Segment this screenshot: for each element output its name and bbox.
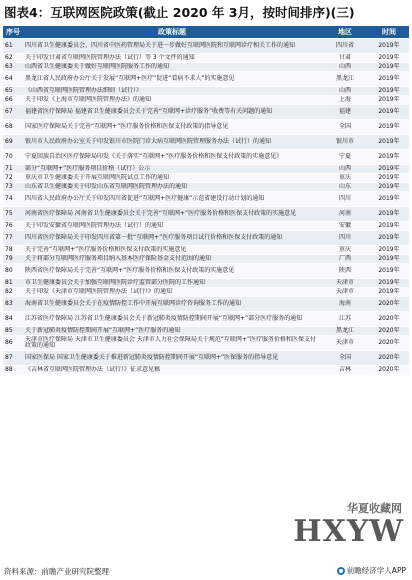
- row-title: 重庆市卫生健康委关于开展互联网医院试点工作的通知: [23, 174, 321, 183]
- row-title: 银川市人民政府办公室关于印发银川市医院门诊大病互联网医院管理服务办法（试行）的通知: [23, 135, 321, 150]
- table-body: [3, 39, 409, 375]
- table-row: [3, 255, 409, 264]
- row-num: 62: [3, 54, 23, 63]
- row-num: 69: [3, 135, 23, 150]
- row-num: 88: [3, 366, 23, 375]
- row-region: 上海: [321, 96, 369, 105]
- row-region: 海南: [321, 297, 369, 312]
- header-title: 政策标题: [23, 26, 321, 39]
- table-row: [3, 336, 409, 351]
- row-time: 2019年: [369, 165, 409, 174]
- row-title: 江苏省医疗保障局 江苏省卫生健康委员会关于新冠肺炎疫情防控期间开展“互联网+”部分医疗服务的通知: [23, 312, 321, 327]
- row-region: 福建: [321, 105, 369, 120]
- row-time: 2019年: [369, 222, 409, 231]
- row-title: 部分“互联网+”医疗服务项目价格（试行）公示: [23, 165, 321, 174]
- row-time: 2019年: [369, 183, 409, 192]
- row-num: 67: [3, 105, 23, 120]
- row-time: 2019年: [369, 207, 409, 222]
- row-region: 吉林: [321, 366, 369, 375]
- row-region: 河南: [321, 207, 369, 222]
- table-row: [3, 165, 409, 174]
- row-title: 市卫生健康委员会关于加强互联网医院诊疗监管部分医院的工作通知: [23, 279, 321, 288]
- row-time: 2019年: [369, 264, 409, 279]
- table-row: [3, 39, 409, 54]
- row-region: 黑龙江: [321, 327, 369, 336]
- row-time: 2019年: [369, 192, 409, 207]
- row-title: 山西省卫生健康委关于做好互联网医院服务工作的通知: [23, 63, 321, 72]
- row-num: 73: [3, 183, 23, 192]
- row-time: 2020年: [369, 366, 409, 375]
- row-num: 72: [3, 174, 23, 183]
- row-region: 山西: [321, 165, 369, 174]
- row-title: 四川省人民政府办公厅关于印发四川省促进“互联网+医疗健康”示范省建设行动计划的通知: [23, 192, 321, 207]
- row-num: 81: [3, 279, 23, 288]
- row-time: 2019年: [369, 87, 409, 96]
- row-title: 海南省卫生健康委员会关于在疫情防控工作中开展互联网诊疗咨询服务工作的通知: [23, 297, 321, 312]
- watermark-top-text: 华夏收藏网: [347, 502, 402, 515]
- row-title: 河南省医疗保障局 河南省卫生健康委员会关于完善“互联网+”医疗服务价格和医保支付政策的实施意见: [23, 207, 321, 222]
- row-region: 天津市: [321, 336, 369, 351]
- row-time: 2019年: [369, 63, 409, 72]
- brand-logo-icon: [337, 567, 345, 575]
- row-title: 《吉林省互联网医院管理办法（试行）》征求意见稿: [23, 366, 321, 375]
- table-row: [3, 87, 409, 96]
- row-region: 安徽: [321, 222, 369, 231]
- header-num: 序号: [3, 26, 23, 39]
- row-region: 广西: [321, 255, 369, 264]
- row-time: 2019年: [369, 288, 409, 297]
- table-row: [3, 174, 409, 183]
- row-num: 80: [3, 264, 23, 279]
- header-region: 地区: [321, 26, 369, 39]
- watermark-main-text: HXYW: [293, 514, 404, 549]
- table-row: [3, 351, 409, 366]
- policy-table: [3, 26, 409, 375]
- row-num: 87: [3, 351, 23, 366]
- row-region: 山西: [321, 63, 369, 72]
- table-row: [3, 366, 409, 375]
- row-time: 2020年: [369, 351, 409, 366]
- row-title: 关于印发安徽省互联网医院管理办法（试行）的通知: [23, 222, 321, 231]
- row-num: 77: [3, 231, 23, 246]
- table-row: [3, 279, 409, 288]
- row-region: 江苏: [321, 312, 369, 327]
- table-row: [3, 63, 409, 72]
- row-time: 2019年: [369, 231, 409, 246]
- table-row: [3, 120, 409, 135]
- row-title: 国家医疗保障局关于完善“互联网+”医疗服务价格和医保支付政策的指导意见: [23, 120, 321, 135]
- row-title: 山东省卫生健康委关于印发山东省互联网医院管理办法的通知: [23, 183, 321, 192]
- table-row: [3, 135, 409, 150]
- row-time: 2019年: [369, 96, 409, 105]
- row-num: 84: [3, 312, 23, 327]
- row-region: 甘肃: [321, 54, 369, 63]
- row-region: 重庆: [321, 246, 369, 255]
- table-row: [3, 312, 409, 327]
- row-region: 四川省: [321, 39, 369, 54]
- row-region: 天津市: [321, 279, 369, 288]
- table-row: [3, 297, 409, 312]
- row-num: 83: [3, 297, 23, 312]
- row-num: 79: [3, 255, 23, 264]
- row-time: 2019年: [369, 135, 409, 150]
- chart-title: 图表4：互联网医院政策(截止 2020 年 3月，按时间排序)(三): [4, 5, 355, 20]
- table-row: [3, 192, 409, 207]
- row-num: 66: [3, 96, 23, 105]
- row-time: 2020年: [369, 297, 409, 312]
- table-row: [3, 96, 409, 105]
- row-region: 山东: [321, 183, 369, 192]
- row-time: 2020年: [369, 312, 409, 327]
- table-row: [3, 222, 409, 231]
- row-time: 2019年: [369, 105, 409, 120]
- row-title: 关于新冠肺炎疫情防控期间开展“互联网+”医疗服务的通知: [23, 327, 321, 336]
- row-region: 山西: [321, 87, 369, 96]
- row-time: 2019年: [369, 72, 409, 87]
- row-region: 天津市: [321, 288, 369, 297]
- table-row: [3, 231, 409, 246]
- row-time: 2019年: [369, 279, 409, 288]
- row-title: 关于印发甘肃省互联网医院管理办法（试行）等 3 个文件的通知: [23, 54, 321, 63]
- row-num: 65: [3, 87, 23, 96]
- row-num: 86: [3, 336, 23, 351]
- table-row: [3, 183, 409, 192]
- row-num: 74: [3, 192, 23, 207]
- row-region: 全国: [321, 120, 369, 135]
- row-title: 四川省卫生健康委员会、四川省中医药管理局关于进一步做好互联网医院和互联网诊疗相关工作的通知: [23, 39, 321, 54]
- row-region: 银川市: [321, 135, 369, 150]
- table-row: [3, 105, 409, 120]
- row-title: 关于完善“互联网+”医疗服务价格和医保支付政策的实施意见: [23, 246, 321, 255]
- brand-credit: [337, 565, 406, 576]
- row-num: 82: [3, 288, 23, 297]
- row-title: 陕西省医疗保障局关于完善“互联网+”医疗服务价格和医保支付政策的实施意见: [23, 264, 321, 279]
- table-row: [3, 264, 409, 279]
- row-title: 关于印发《上海市互联网医院管理办法》的通知: [23, 96, 321, 105]
- row-region: 陕西: [321, 264, 369, 279]
- row-time: 2020年: [369, 336, 409, 351]
- row-num: 63: [3, 63, 23, 72]
- row-num: 71: [3, 165, 23, 174]
- row-num: 68: [3, 120, 23, 135]
- row-region: 四川: [321, 231, 369, 246]
- row-num: 70: [3, 150, 23, 165]
- row-region: 四川: [321, 192, 369, 207]
- table-row: [3, 327, 409, 336]
- row-time: 2019年: [369, 255, 409, 264]
- row-title: 四川省医疗保障局关于印发四川省第一批“互联网+”医疗服务项目试行价格和医保支付政策的通知: [23, 231, 321, 246]
- row-num: 75: [3, 207, 23, 222]
- brand-name: 前瞻经济学人APP: [346, 566, 406, 575]
- row-region: 全国: [321, 351, 369, 366]
- row-title: 关于印发《天津市互联网医院管理办法（试行）》的通知: [23, 288, 321, 297]
- row-region: 宁夏: [321, 150, 369, 165]
- row-title: 《山西省互联网医院管理办法细则（试行）》: [23, 87, 321, 96]
- row-region: 重庆: [321, 174, 369, 183]
- table-row: [3, 207, 409, 222]
- row-time: 2019年: [369, 150, 409, 165]
- row-region: 黑龙江: [321, 72, 369, 87]
- row-time: 2020年: [369, 327, 409, 336]
- row-time: 2019年: [369, 174, 409, 183]
- table-row: [3, 54, 409, 63]
- header-time: 时间: [369, 26, 409, 39]
- row-title: 天津市医疗保障局 天津市卫生健康委员会 天津市人力社会保障局关于规范“互联网+”医疗服务价格和医保支付政策的通知: [23, 336, 321, 351]
- row-time: 2019年: [369, 54, 409, 63]
- row-num: 76: [3, 222, 23, 231]
- watermark-logo: [293, 500, 404, 560]
- table-row: [3, 246, 409, 255]
- row-title: 宁夏回族自治区医疗保障局印发《关于落实“互联网+”医疗服务价格和医保支付政策的实施意见》: [23, 150, 321, 165]
- row-time: 2019年: [369, 39, 409, 54]
- row-title: 国家医保局 国家卫生健康委关于推进新冠肺炎疫情防控期间开展“互联网+”医保服务的指导意见: [23, 351, 321, 366]
- row-title: 福建省医疗保障局 福建省卫生健康委员会关于完善“互联网+诊疗服务”收费等有关问题的通知: [23, 105, 321, 120]
- row-title: 黑龙江省人民政府办公厅关于发展“互联网+医疗”促进“看病不求人”的实施意见: [23, 72, 321, 87]
- table-header-row: [3, 26, 409, 39]
- row-num: 64: [3, 72, 23, 87]
- row-time: 2019年: [369, 120, 409, 135]
- table-row: [3, 150, 409, 165]
- row-time: 2019年: [369, 246, 409, 255]
- table-row: [3, 72, 409, 87]
- row-num: 61: [3, 39, 23, 54]
- row-title: 关于将部分互联网医疗服务项目纳入基本医疗保险基金支付范围的通知: [23, 255, 321, 264]
- source-note: 资料来源：前瞻产业研究院整理: [4, 567, 109, 576]
- row-num: 85: [3, 327, 23, 336]
- row-num: 78: [3, 246, 23, 255]
- table-row: [3, 288, 409, 297]
